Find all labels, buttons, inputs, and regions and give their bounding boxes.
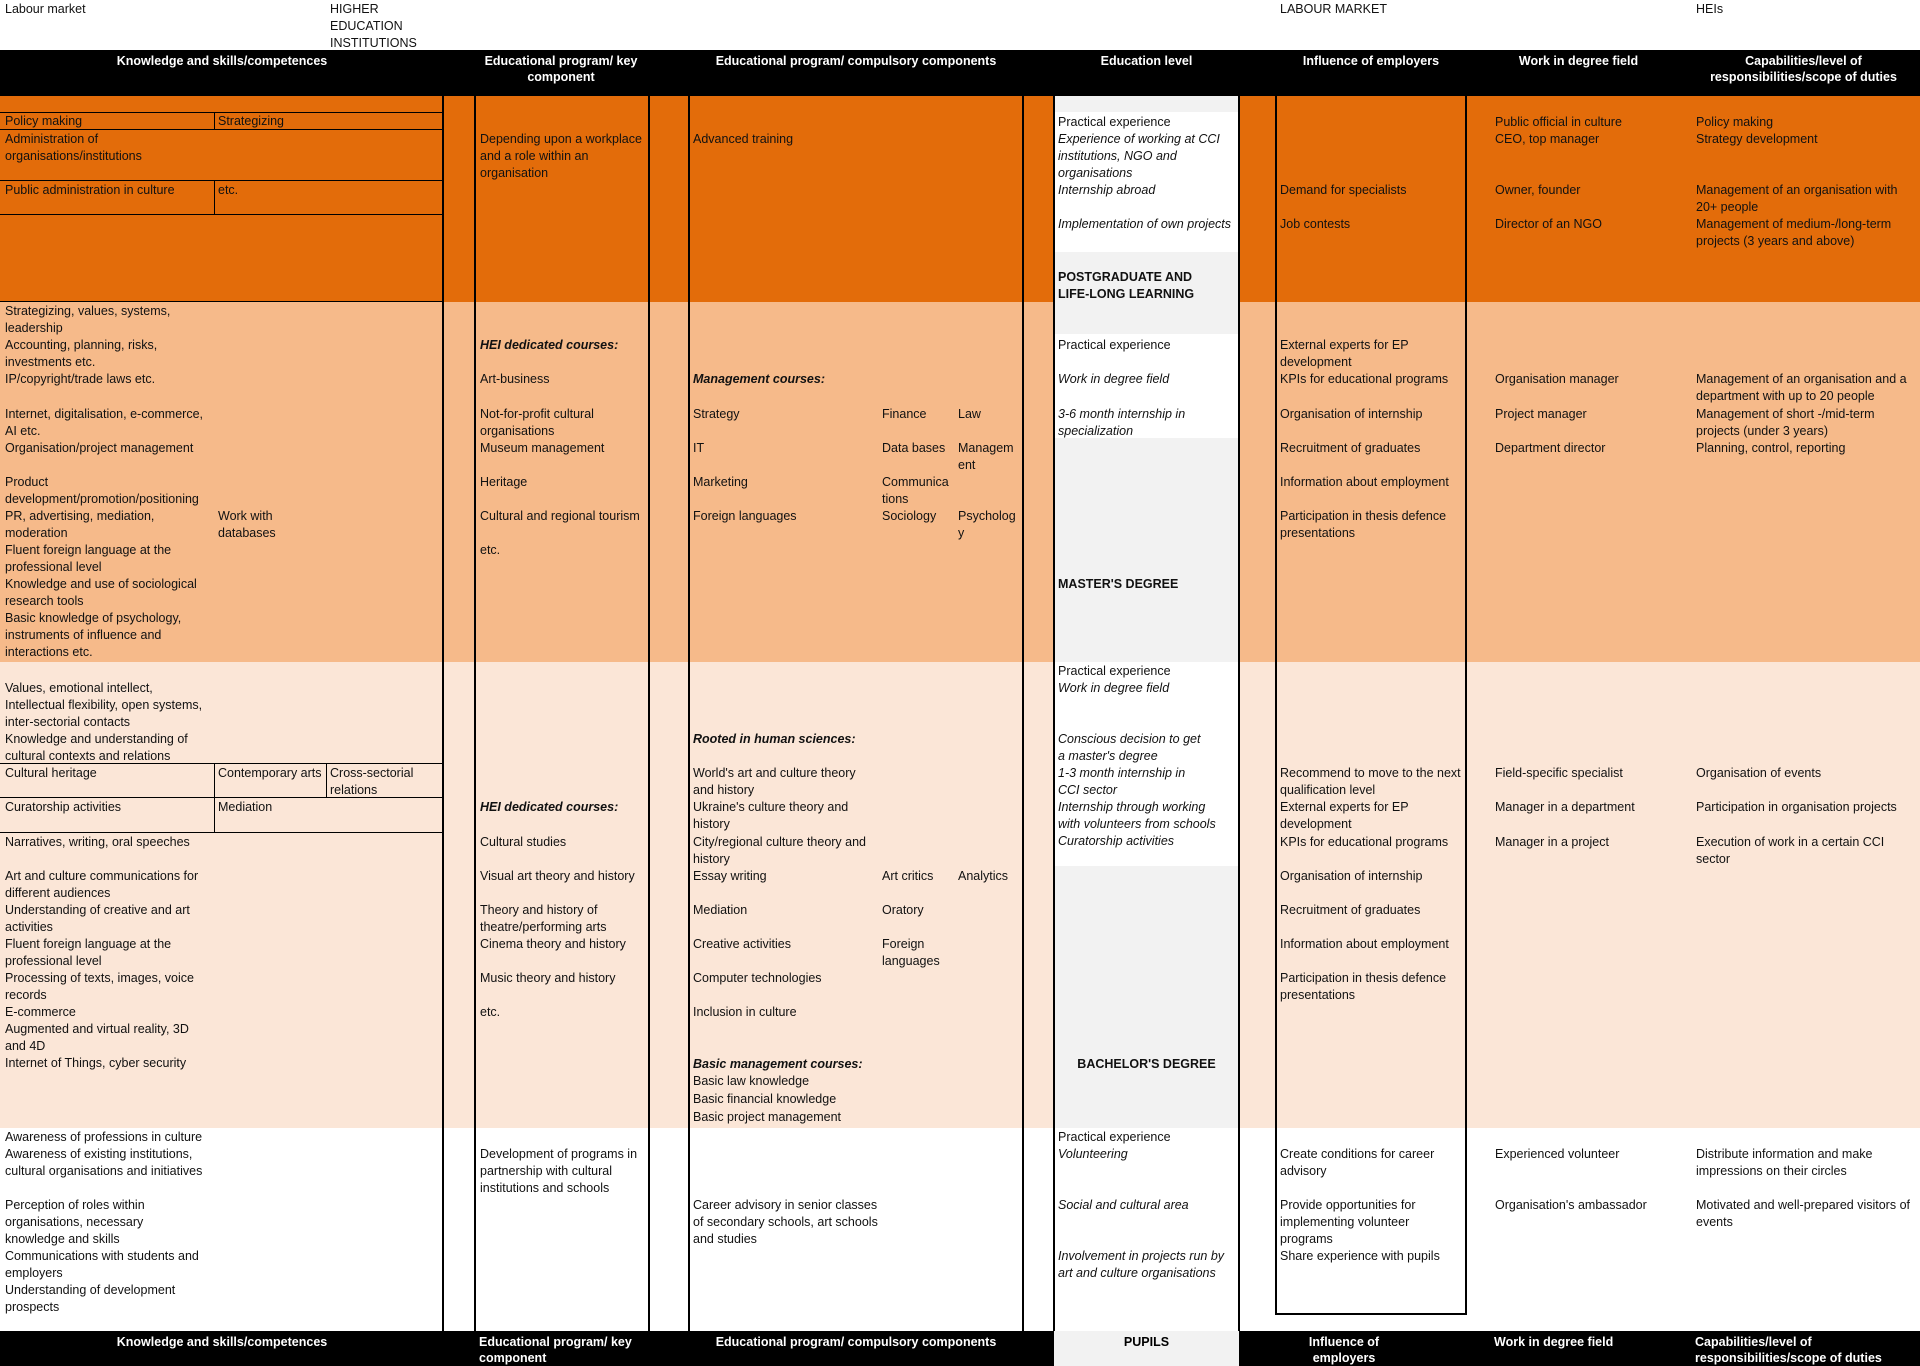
vline-level-right [1238,96,1240,1331]
ba-work-3: Manager in a project [1495,835,1609,849]
vline-key-left [474,96,476,1331]
pu-employers-2: Provide opportunities for implementing volunteer programs [1280,1198,1416,1246]
pu-knowledge-2: Awareness of existing institutions, cultural organisations and initiatives [5,1147,203,1178]
pg-work-4: Director of an NGO [1495,217,1602,231]
ba-grid-2: Contemporary arts [218,766,322,780]
ba-employers-7: Participation in thesis defence presentations [1280,971,1447,1002]
ba-key-1: Cultural studies [480,835,567,849]
pg-key-component: Depending upon a workplace and a role within an organisation [480,132,642,180]
ba-work-2: Manager in a department [1495,800,1635,814]
top-label-heis-right: HEIs [1696,2,1724,16]
ms-knowledge-side: Work with databases [218,509,276,540]
ba-knowledge-top-2: Intellectual flexibility, open systems, inter-sectorial contacts [5,698,203,729]
ms-work-1: Organisation manager [1495,372,1619,386]
grid-line [326,763,327,797]
grid-line [0,832,443,833]
ba-level-3: Conscious decision to get a master's degree [1058,732,1201,763]
footer-compulsory: Educational program/ compulsory components [715,1335,997,1349]
grid-line [214,763,215,832]
ba-level-4: 1-3 month internship in CCI sector [1058,766,1186,797]
ms-cap-2: Management of short -/mid-term projects (under 3 years) [1696,407,1875,438]
ms-employers-6: Participation in thesis defence presentations [1280,509,1447,540]
ba-employers-5: Recruitment of graduates [1280,903,1421,917]
ba-key-6: etc. [480,1005,501,1019]
ms-employers-1: External experts for EP development [1280,338,1409,369]
ms-employers-5: Information about employment [1280,475,1449,489]
ba-comp-heading: Rooted in human sciences: [693,732,856,746]
ba-knowledge-8: Internet of Things, cyber security [5,1056,187,1070]
ms-comp-c2-4: Sociology [882,509,937,523]
pg-employers-1: Demand for specialists [1280,183,1407,197]
pu-cap-2: Motivated and well-prepared visitors of events [1696,1198,1910,1229]
pg-work-2: CEO, top manager [1495,132,1600,146]
vline-comp-right [1022,96,1024,1331]
ba-comp-c3-1: Analytics [958,869,1009,883]
ms-knowledge-2: Accounting, planning, risks, investments etc. [5,338,158,369]
ms-cap-1: Management of an organisation and a department with up to 20 people [1696,372,1907,403]
pg-cap-2: Strategy development [1696,132,1818,146]
band-bachelors [0,662,1920,1128]
ba-comp-basic-1: Basic law knowledge [693,1074,810,1088]
ms-work-3: Department director [1495,441,1606,455]
pg-knowledge-3: Administration of organisations/institutions [5,132,142,163]
pg-level-1: Practical experience [1058,115,1171,129]
pg-work-3: Owner, founder [1495,183,1581,197]
ms-key-2: Not-for-profit cultural organisations [480,407,594,438]
ba-key-5: Music theory and history [480,971,616,985]
ba-knowledge-6: E-commerce [5,1005,76,1019]
pu-level-1: Practical experience [1058,1130,1171,1144]
pg-employers-2: Job contests [1280,217,1351,231]
ba-comp-1: World's art and culture theory and history [693,766,856,797]
pg-level-4: Implementation of own projects [1058,217,1232,231]
ba-knowledge-top-3: Knowledge and understanding of cultural contexts and relations [5,732,188,763]
footer-capabilities: Capabilities/level of responsibilities/scope of duties [1695,1335,1882,1365]
vline-key-right [648,96,650,1331]
pu-employers-1: Create conditions for career advisory [1280,1147,1435,1178]
pu-level-3: Social and cultural area [1058,1198,1189,1212]
grid-line [214,112,215,129]
ms-key-4: Heritage [480,475,528,489]
ms-comp-c1-4: Foreign languages [693,509,797,523]
pu-key-component: Development of programs in partnership with cultural institutions and schools [480,1147,638,1195]
ba-comp-c2-3: Foreign languages [882,937,940,968]
level-grey-bachelors [1054,866,1239,1128]
ms-knowledge-9: Knowledge and use of sociological research tools [5,577,197,608]
ms-comp-c1-2: IT [693,441,705,455]
ms-knowledge-1: Strategizing, values, systems, leadership [5,304,171,335]
ms-comp-c2-2: Data bases [882,441,946,455]
ms-employers-2: KPIs for educational programs [1280,372,1449,386]
vline-comp-left [688,96,690,1331]
band-postgraduate [0,96,1920,302]
header-work: Work in degree field [1518,54,1639,68]
pu-level-2: Volunteering [1058,1147,1128,1161]
ba-comp-basic-2: Basic financial knowledge [693,1092,837,1106]
pg-knowledge-5: etc. [218,183,239,197]
top-label-labour-market: Labour market [5,2,86,16]
pu-knowledge-5: Understanding of development prospects [5,1283,176,1314]
ba-cap-2: Participation in organisation projects [1696,800,1897,814]
ms-comp-c1-3: Marketing [693,475,748,489]
ba-knowledge-4: Fluent foreign language at the professional level [5,937,172,968]
ms-comp-c3-4: Psycholog y [958,509,1016,540]
grid-line [0,214,443,215]
ms-knowledge-8: Fluent foreign language at the professional level [5,543,172,574]
level-grey-top [1054,96,1239,112]
header-employers: Influence of employers [1302,54,1440,68]
ba-knowledge-top-1: Values, emotional intellect, [5,681,153,695]
ba-employers-2: External experts for EP development [1280,800,1409,831]
ms-work-2: Project manager [1495,407,1587,421]
ba-employers-3: KPIs for educational programs [1280,835,1449,849]
footer-key-component-text: Educational program/ key component [479,1335,632,1365]
header-capabilities: Capabilities/level of responsibilities/scope of duties [1710,54,1897,84]
pg-cap-3: Management of an organisation with 20+ people [1696,183,1898,214]
pg-level-title: POSTGRADUATE AND LIFE-LONG LEARNING [1058,270,1195,301]
vline-employers-left [1275,96,1277,1314]
ms-knowledge-5: Organisation/project management [5,441,194,455]
pg-work-1: Public official in culture [1495,115,1622,129]
pu-level-4: Involvement in projects run by art and culture organisations [1058,1249,1225,1280]
ba-key-3: Theory and history of theatre/performing arts [480,903,607,934]
ba-key-2: Visual art theory and history [480,869,635,883]
grid-line [0,180,443,181]
ms-knowledge-7: PR, advertising, mediation, moderation [5,509,155,540]
vline-employers-right [1465,96,1467,1314]
ba-knowledge-1: Narratives, writing, oral speeches [5,835,190,849]
pg-knowledge-1: Policy making [5,114,83,128]
ba-grid-3: Cross-sectorial relations [330,766,414,797]
ba-knowledge-2: Art and culture communications for different audiences [5,869,199,900]
ms-level-3: 3-6 month internship in specialization [1058,407,1186,438]
ba-employers-1: Recommend to move to the next qualification level [1280,766,1461,797]
pg-compulsory: Advanced training [693,132,794,146]
ms-key-5: Cultural and regional tourism [480,509,640,523]
ba-comp-basic-heading: Basic management courses: [693,1057,863,1071]
pu-work-2: Organisation's ambassador [1495,1198,1647,1212]
pu-cap-1: Distribute information and make impressions on their circles [1696,1147,1873,1178]
pg-knowledge-2: Strategizing [218,114,285,128]
pu-knowledge-4: Communications with students and employers [5,1249,199,1280]
ba-grid-4: Curatorship activities [5,800,122,814]
pg-cap-1: Policy making [1696,115,1774,129]
grid-line [0,301,443,302]
ms-comp-c2-3: Communica tions [882,475,949,506]
ms-comp-c1-1: Strategy [693,407,740,421]
ms-comp-heading: Management courses: [693,372,825,386]
level-grey-masters [1054,438,1239,662]
pu-work-1: Experienced volunteer [1495,1147,1620,1161]
ba-level-5: Internship through working with volunteers from schools [1058,800,1216,831]
pu-employers-3: Share experience with pupils [1280,1249,1440,1263]
ba-level-title: BACHELOR'S DEGREE [1077,1057,1216,1071]
ms-knowledge-3: IP/copyright/trade laws etc. [5,372,156,386]
pu-knowledge-3: Perception of roles within organisations, necessary knowledge and skills [5,1198,145,1246]
footer-work: Work in degree field [1494,1335,1614,1349]
ms-employers-3: Organisation of internship [1280,407,1423,421]
ms-comp-c2-1: Finance [882,407,927,421]
ms-key-3: Museum management [480,441,605,455]
ms-level-1: Practical experience [1058,338,1171,352]
ba-key-4: Cinema theory and history [480,937,626,951]
ba-comp-c2-1: Art critics [882,869,934,883]
ba-comp-8: Inclusion in culture [693,1005,797,1019]
band-pupils [0,1128,1920,1331]
footer-pupils: PUPILS [1123,1335,1170,1349]
ms-knowledge-4: Internet, digitalisation, e-commerce, AI etc. [5,407,204,438]
ba-comp-3: City/regional culture theory and history [693,835,867,866]
grid-line [214,180,215,214]
pu-compulsory: Career advisory in senior classes of secondary schools, art schools and studies [693,1198,878,1246]
ba-cap-1: Organisation of events [1696,766,1822,780]
ms-knowledge-10: Basic knowledge of psychology, instruments of influence and interactions etc. [5,611,182,659]
header-education-level: Education level [1100,54,1193,68]
ms-level-2: Work in degree field [1058,372,1170,386]
ba-comp-2: Ukraine's culture theory and history [693,800,849,831]
pu-knowledge-1: Awareness of professions in culture [5,1130,203,1144]
ms-comp-c3-1: Law [958,407,981,421]
ms-level-title: MASTER'S DEGREE [1058,577,1179,591]
footer-knowledge: Knowledge and skills/competences [116,1335,328,1349]
band-masters [0,302,1920,662]
ba-comp-7: Computer technologies [693,971,822,985]
ba-grid-5: Mediation [218,800,273,814]
ba-level-2: Work in degree field [1058,681,1170,695]
vline-knowledge [442,96,444,1331]
ms-key-6: etc. [480,543,501,557]
ms-key-1: Art-business [480,372,550,386]
ba-work-1: Field-specific specialist [1495,766,1623,780]
ba-knowledge-5: Processing of texts, images, voice records [5,971,194,1002]
top-label-hei: HIGHER EDUCATION INSTITUTIONS [330,2,417,50]
ba-level-1: Practical experience [1058,664,1171,678]
ms-comp-c3-2: Managem ent [958,441,1014,472]
ba-key-heading: HEI dedicated courses: [480,800,619,814]
ba-comp-5: Mediation [693,903,748,917]
ba-knowledge-7: Augmented and virtual reality, 3D and 4D [5,1022,189,1053]
ba-cap-3: Execution of work in a certain CCI sector [1696,835,1885,866]
ba-level-6: Curatorship activities [1058,834,1175,848]
header-compulsory: Educational program/ compulsory components [715,54,997,68]
ms-cap-3: Planning, control, reporting [1696,441,1846,455]
vline-level-left [1053,96,1055,1331]
pg-level-3: Internship abroad [1058,183,1156,197]
ba-grid-1: Cultural heritage [5,766,97,780]
top-label-labour-market-right: LABOUR MARKET [1280,2,1387,16]
ba-comp-6: Creative activities [693,937,791,951]
pg-cap-4: Management of medium-/long-term projects (3 years and above) [1696,217,1892,248]
ms-key-heading: HEI dedicated courses: [480,338,619,352]
ba-knowledge-3: Understanding of creative and art activities [5,903,190,934]
ba-comp-4: Essay writing [693,869,767,883]
hline-employers-bottom [1275,1313,1467,1315]
ba-employers-4: Organisation of internship [1280,869,1423,883]
footer-key-component [476,1334,646,1366]
pg-level-2: Experience of working at CCI institutions, NGO and organisations [1058,132,1220,180]
header-knowledge: Knowledge and skills/competences [116,54,328,68]
ba-comp-c2-2: Oratory [882,903,924,917]
ba-employers-6: Information about employment [1280,937,1449,951]
footer-employers: Influence of employers [1308,1335,1380,1365]
ms-employers-4: Recruitment of graduates [1280,441,1421,455]
ms-knowledge-6: Product development/promotion/positioning [5,475,199,506]
ba-comp-basic-3: Basic project management [693,1110,841,1124]
header-key-component: Educational program/ key component [484,54,638,84]
pg-knowledge-4: Public administration in culture [5,183,175,197]
